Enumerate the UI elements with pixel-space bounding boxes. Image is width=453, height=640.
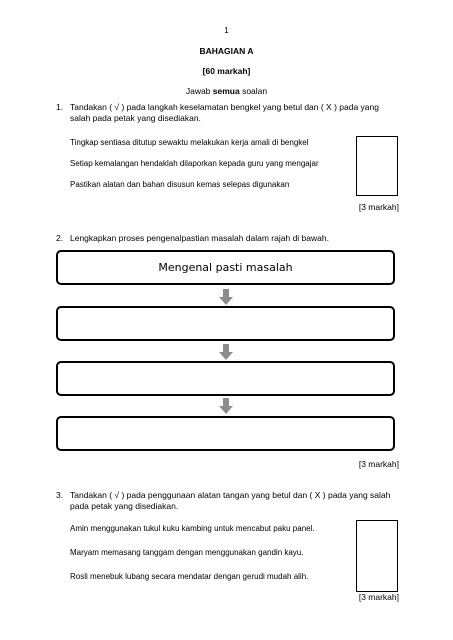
instruction-bold: semua — [212, 86, 240, 96]
q3-statement-3: Rosli menebuk lubang secara mendatar dengan gerudi mudah alih. — [70, 572, 309, 581]
section-marks: [60 markah] — [202, 66, 251, 76]
q2-number: 2. — [56, 233, 64, 243]
down-arrow-icon — [219, 344, 233, 360]
flow-box-1: Mengenal pasti masalah — [56, 250, 395, 285]
down-arrow-icon — [219, 289, 233, 305]
q3-text — [70, 490, 400, 512]
q3-answer-box-3[interactable] — [356, 567, 398, 592]
q3-statement-1: Amin menggunakan tukul kuku kambing untuk mencabut paku panel. — [70, 524, 315, 533]
q1-statement-1: Tingkap sentiasa ditutup sewaktu melakukan kerja amali di bengkel — [70, 138, 309, 147]
flow-box-4[interactable] — [56, 416, 395, 451]
q3-marks: [3 markah] — [358, 592, 399, 602]
q2-marks: [3 markah] — [358, 459, 399, 469]
q1-statement-2: Setiap kemalangan hendaklah dilaporkan kepada guru yang mengajar — [70, 159, 319, 168]
page-number: 1 — [224, 26, 229, 35]
q1-marks: [3 markah] — [358, 202, 399, 212]
instruction — [0, 86, 453, 96]
q1-number: 1. — [56, 102, 64, 112]
q1-text — [70, 102, 400, 124]
q3-answer-box-1[interactable] — [356, 520, 398, 546]
q3-number: 3. — [56, 490, 64, 500]
q1-answer-box-1[interactable] — [356, 136, 398, 158]
flow-box-2[interactable] — [56, 306, 395, 341]
q3-text-line2: pada petak yang disediakan. — [70, 501, 179, 511]
instruction-prefix: Jawab — [185, 86, 213, 96]
down-arrow-icon — [219, 398, 233, 414]
instruction-suffix: soalan — [239, 86, 268, 96]
flow-box-3[interactable] — [56, 361, 395, 396]
q1-text-line1: Tandakan ( √ ) pada langkah keselamatan bengkel yang betul dan ( X ) pada yang — [70, 102, 379, 112]
q3-text-line1: Tandakan ( √ ) pada penggunaan alatan tangan yang betul dan ( X ) pada yang salah — [70, 490, 391, 500]
q1-answer-box-2[interactable] — [356, 156, 398, 176]
q2-text: Lengkapkan proses pengenalpastian masalah dalam rajah di bawah. — [70, 233, 329, 243]
section-title: BAHAGIAN A — [199, 46, 254, 56]
q3-statement-2: Maryam memasang tanggam dengan menggunakan gandin kayu. — [70, 548, 304, 557]
q1-statement-3: Pastikan alatan dan bahan disusun kemas selepas digunakan — [70, 180, 290, 189]
q1-text-line2: salah pada petak yang disediakan. — [70, 113, 201, 123]
q3-answer-box-2[interactable] — [356, 544, 398, 568]
q1-answer-box-3[interactable] — [356, 175, 398, 196]
